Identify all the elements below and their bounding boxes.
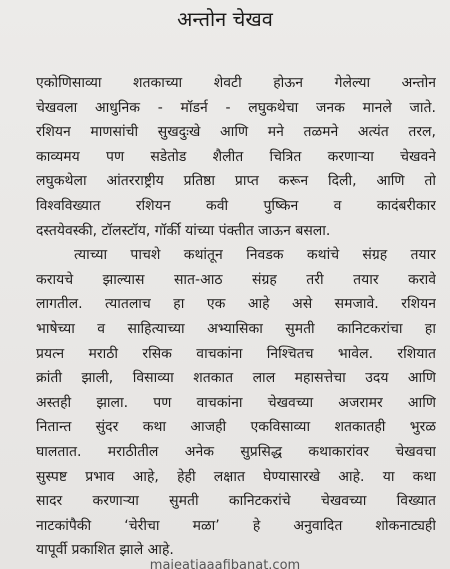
text-line: दस्तयेवस्की, टॉलस्टॉय, गॉर्की यांच्या पंक्तीत जाऊन बसला. [36,222,331,239]
text-line: नितान्त सुंदर कथा आजही एकविसाव्या शतकातही भुरळ [36,419,436,436]
text-line: क्रांती झाली, विसाव्या शतकात लाल महासत्तेचा उदय आणि [36,370,436,387]
text-line: अस्तही झाला. पण वाचकांना चेखवच्या अजरामर आणि [36,394,436,411]
text-line: यापूर्वी प्रकाशित झाले आहे. [36,542,174,559]
text-line: लागतील. त्यातलाच हा एक आहे असे समजावे. रशियन [36,296,436,313]
text-line: प्रयत्न मराठी रसिक वाचकांना निश्चितच भावेल. रशियात [36,345,436,362]
text-line: रशियन माणसांची सुखदुःखे आणि मने तळमने अत्यंत तरल, [36,124,436,141]
watermark-url: maieatiaaafibanat.com [149,558,301,569]
text-line: एकोणिसाव्या शतकाच्या शेवटी होऊन गेलेल्या अन्तोन [36,75,436,91]
text-line: काव्यमय पण सडेतोड शैलीत चित्रित करणाऱ्या चेखवने [36,148,436,165]
text-line: चेखवला आधुनिक - मॉडर्न - लघुकथेचा जनक मानले जाते. [36,99,436,116]
text-line: करायचे झाल्यास सात-आठ संग्रह तरी तयार करावे [36,271,436,288]
page-title: अन्तोन चेखव [177,7,273,31]
body-text [36,71,436,563]
text-line: नाटकांपैकी ‘चेरीचा मळा’ हे अनुवादित शोकनाट्यही [36,517,436,534]
text-line: सुस्पष्ट प्रभाव आहे, हेही लक्षात घेण्यासारखे आहे. या कथा [36,468,436,485]
text-line: भाषेच्या व साहित्याच्या अभ्यासिका सुमती कानिटकरांचा हा [36,320,436,337]
text-line: घालतात. मराठीतील अनेक सुप्रसिद्ध कथाकारांवर चेखवचा [36,443,436,460]
text-line: विश्वविख्यात रशियन कवी पुष्किन व कादंबरीकार [36,197,436,214]
text-line: लघुकथेला आंतरराष्ट्रीय प्रतिष्ठा प्राप्त करून दिली, आणि तो [36,173,436,190]
text-line: त्याच्या पाचशे कथांतून निवडक कथांचे संग्रह तयार [74,247,436,264]
paragraph-1 [36,71,436,243]
paragraph-2 [36,243,436,563]
text-line: सादर करणाऱ्या सुमती कानिटकरांचे चेखवच्या विख्यात [36,493,436,510]
